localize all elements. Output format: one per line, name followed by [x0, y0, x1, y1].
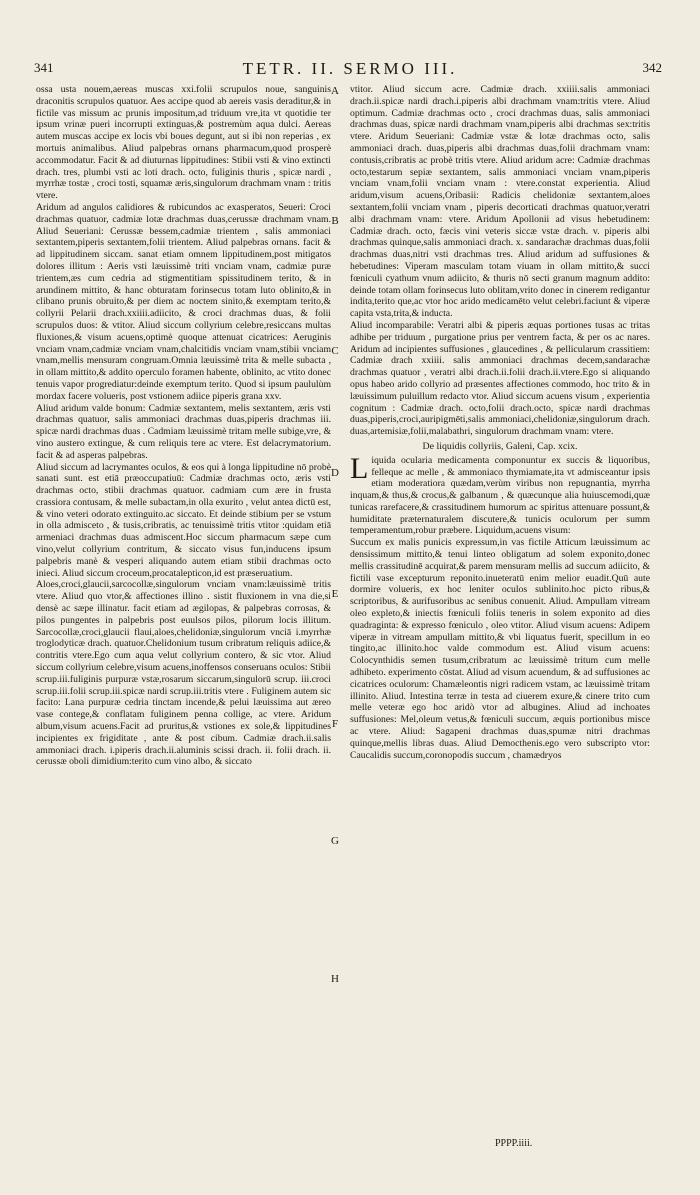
margin-letter-h: H — [331, 973, 339, 985]
margin-letter-e: E — [331, 588, 339, 600]
left-text-column — [36, 84, 331, 768]
left-page-number: 341 — [34, 60, 54, 75]
paragraph: Aliud incomparabile: Veratri albi & piperis æquas portiones tusas ac tritas adhibe per triduum , purgatione prius per ventrem facta, & per os ac nares. Aridum ad incipientes suffusiones , glaucedines , & pellicularum crassitiem: Cadmiæ drach xxiiii. salis ammoniaci drachmas decem,sandarachæ drachmas quatuor , veratri albi drach.ii.folii drach.ii.vtere.Ego si aliquando opus habeo arido collyrio ad præsentes affectiones commodo, hoc trito & in læuissimum puluillum redacto vtor. Aliud siccum acuens visum , experientia cognitum : Cadmiæ drach. octo,folii drach.octo, spicæ nardi drachmas duas,piperis,croci,auripigmēti,salis ammoniaci,chelidoniæ,singulorum drach. duas,artemisiæ,folii,malabathri, singulorum drachmam vnam: vtere. — [350, 319, 650, 438]
paragraph: Succum ex malis punicis expressum,in vas fictile Atticum læuissimum ac densissimum mittito,& tenui linteo obligatum ad solem exponito,donec mellis crassitudinē acquirat,& parem mensuram mellis ad succum adiicito, & fictili vase excepturum reponito.inueteratū enim melior euadit.Quū aute dormire volueris, ex hoc leniter oculos sublinito.hoc picto ribus,& scriptoribus, & aurifusoribus ac senibus conuenit. Aliud. Ampullam vitream oleo expleto,& iniectis fœniculi foliis teneris in solem exponito ad dies quadraginta: & expresso fœniculo , oleo vtitor. Aliud visum acuens: Adipem viperæ in vitream ampullam mittito,& vbi liquatus fuerit, specillum in eo tingito,ac illinito.hoc valde commodum est. Aliud visum acuens: Colocynthidis semen tusum,cribratum ac læuissimè tritum cum melle adhibeto. experimento cōstat. Aliud ad visum acuendum, & ad suffusiones ac cicatrices oculorum: Chamæleontis nigri radicem vstam, ac læuissimè tritam illinito. Aliud. Intestina terræ in testa ad ciuerem exure,& cinere trito cum melle veteræ ego hoc aridò vtor ad albugines. Aliud ad inchoates suffusiones: Mel,oleum vetus,& fœniculi succum, æquis portionibus misce ac vtere. Aliud: Sagapeni drachmas duas,spumæ nitri drachmas quinque,mellis libras duas. Aliud Democthenis.ego vero subscripto vtor: Caucalidis succum,coronopodis succum , chamædryos — [350, 537, 650, 761]
paragraph-text: iquida ocularia medicamenta componuntur ex succis & liquoribus, felleque ac melle , & ammoniaco thymiamate,ita vt admisceantur ipsis etiam moderatiora quædam,verùm viribus non repugnantia, myrrha inquam,& thus,& crocus,& galbanum , & quæcunque alia huiuscemodi,quæ tunicas rarefacere,& crassitudinem humorum ac spiritus attenuare possunt,& humiditate præternaturalem discutere,& tunicis oculorum per summ temperamentum,robur præbere. Liquidum,acuens visum: — [350, 454, 650, 537]
margin-letter-c: C — [331, 345, 339, 357]
paragraph: Aridum ad angulos calidiores & rubicundos ac exasperatos, Seueri: Croci drachmas quatuor, cadmiæ lotæ drachmas duas,cerussæ drachmam vnam. Aliud Seueriani: Cerussæ bessem,cadmiæ trientem , salis ammoniaci sextantem,piperis sextantem,folii trientem. Aliud palpebras ornans. facit & ad lippitudinem siccam. sanat etiam omnem lippitudinem,post mitigatos dolores illitum : Aeris vsti læuissimè triti vnciam vnam, cadmiæ puræ trientem,æs cum cedria ad stigmentitiam spissitudinem terito, & in arundinem mittito, & hanc obturatam forinsecus totam luto oblinito,& in clibano prunis obruito,& per diem ac noctem sinito,& exemptam terito,& collyrii Pelarii drach.xxiiii.adiicito, & croci drachmas duas, & folii scrupulos duos: & vtitor. Aliud siccum collyrium celebre,resiccans multas fluxiones,& visum acuens,optimè quoque attenuat cicatrices: Aeruginis vnciam vnam,cadmiæ vnciam vnam,chalcitidis vnciam vnam,stibii vnciam vnam,mellis mensuram congruam.Omnia læuissimè trita & melle subacta , in ollam mittito,& addito operculo foramen habente, oblinito, ac vtito donec tenuis vapor progrediatur:deinde exemptum terito. Quod si ipsum paululùm mordax facere volueris, post vstionem adiice piperis grana xxv. — [36, 201, 331, 402]
margin-letter-b: B — [331, 215, 339, 227]
right-page-number: 342 — [642, 60, 662, 75]
signature-mark: PPPP.iiii. — [495, 1138, 533, 1149]
page-header — [0, 60, 700, 80]
paragraph: vtitor. Aliud siccum acre. Cadmiæ drach. xxiiii.salis ammoniaci drach.ii.spicæ nardi drach.i.piperis albi drachmam vnam:tritis vtere. Aliud optimum. Cadmiæ drachmas octo , croci drachmas duas, salis ammoniaci drachmas duas, spicæ nardi drachmam vnam,piperis albi drachmas sex:tritis vtere. Aridum Seueriani: Cadmiæ vstæ & lotæ drachmas octo, salis ammoniaci drach. duas,piperis albi drachmas duas,folii drachmam vnam: contusis,cribratis ac probè tritis vtere. Aliud aridum acre: Cadmiæ drachmas octo,testarum sepiæ sextantem, salis ammoniaci vnciam vnam,piperis vnciam vnam,folii vnciam vnam : vtere.constat experientia. Aliud aridum,visum acuens,Oribasii: Radicis chelidoniæ sextantem,aloes sextantem,folii vnciam vnam , piperis decorticati drachmas quatuor,veratri albi drachmam vnam: vtere. Aridum Apollonii ad visus hebetudinem: Cadmiæ drach. octo, fæcis vini veteris siccæ vstæ drach. v. piperis albi drachmas quinque,salis ammoniaci drach. x. sandarachæ drachmas duas,folii drachmas duas,nitri vsti drachmas tres. Aliud aridum ad suffusiones & hebetudines: Viperam masculam totam viuam in ollam mittito,& succi fœniculi cyathum vnum adiicito, & thuris nō secti granum magnum addito: deinde totam ollam forinsecus luto oblitam,vrito donec in cinerem redigantur indita,terito que,ac vtor hoc arido medicamēto velut celebri.faciunt & viperæ capita vsta,trita,& inducta. — [350, 84, 650, 320]
paragraph: Aliud siccum ad lacrymantes oculos, & eos qui à longa lippitudine nō probè sanati sunt. est etiā præoccupatiuū: Cadmiæ drachmas octo, æris vsti drachmas octo, stibii drachmas quatuor. cadmiam cum ære in frusta crassiora contusam, & melle subactam,in olla exurito , velut antea dictū est, & vino veteri odorato extinguito.ac siccato. Et deinde stibium per se vstum in olla admisceto , & tusis,cribratis, ac tenuissimè tritis vtitor :quidam etiā armeniaci drachmas duas admiscent.Hoc siccum pharmacum sæpe cum vino,velut collyrium contritum, & siccato visus fun,inducens ipsum palpebris manè & vesperi aliquando autem etiam stibii drachmas octo inieci. Aliud siccum croceum,procatalepticon,id est præseruatium. — [36, 461, 331, 579]
paragraph: Aloes,croci,glaucii,sarcocollæ,singulorum vnciam vnam:læuissimè tritis vtere. Aliud quo vtor,& affectiones illino . sistit fluxionem in vna die,si densè ac sæpe illinatur. facit etiam ad ægilopas, & palpebras corrosas, & pilos pungentes in palpebris post euulsos pilos, pilorum locis illitum. Sarcocollæ,croci,glaucii flaui,aloes,chelidoniæ,singulorum vnciā i.myrrhæ troglodyticæ drach. quatuor.Chelidonium tusum cribratum reliquis adiice,& contritis vtere.Ego cum aqua velut collyrium contero, & sic vtor. Aliud siccum collyrium celebre,visum acuens,inoffensos conseruans oculos: Stibii scrup.iii.fuliginis purpuræ vstæ,rosarum siccarum,singulorū scrup. iii.croci scrup.iii.folii scrup.iii.spicæ nardi scrup.iii.tritis vtere . Fuliginem autem sic facito: Lana purpuræ cedria tinctam incende,& pelui læuissima aut æreo vase contege,& conflatam fuliginem penna collige, ac vtere. Aridum album,visum acuens.Facit ad pruritus,& vstiones ex sole,& lippitudines incipientes ex frigiditate , ante & post cibum. Cadmiæ drach.ii.salis ammoniaci drach. i.piperis drach.ii.aluminis scissi drach. ii. folii drach. ii. cerussæ oboli dimidium:terito cum vino albo, & siccato — [36, 579, 331, 768]
margin-letter-a: A — [331, 85, 339, 97]
paragraph: ossa usta nouem,aereas muscas xxi.folii scrupulos noue, sanguinis draconitis scrupulos quatuor. Aes accipe quod ab aereis vasis deraditur,& in fictile vas missum ac prunis impositum,ad triduum vre,ita vt quotidie ter ipsum vrinæ pueri incorrupti extinguas,& postremùm aqua dulci. Aereas autem muscas accipe ex locis vbi boues degunt, aut si ibi non reperias , ex mortuis animalibus. Aliud palpebras ornans pharmacum,quod prosperè accommodatur. Facit & ad diuturnas lippitudines: Stibii vsti & vino extincti drach. tres, plumbi vsti ac loti drach. octo, fuliginis thuris , spicæ nardi , myrrhæ tostæ , croci tosti, squamæ æris,singulorum drachmam vnam : tritis vtere. — [36, 84, 331, 202]
margin-letter-f: F — [331, 718, 339, 730]
margin-letter-g: G — [331, 835, 339, 847]
margin-letter-d: D — [331, 467, 339, 479]
right-text-column — [350, 84, 650, 761]
chapter-heading: De liquidis collyriis, Galeni, Cap. xcix. — [422, 440, 578, 452]
drop-cap-initial: L — [350, 451, 369, 485]
paragraph-with-initial — [350, 451, 650, 538]
running-title: TETR. II. SERMO III. — [242, 59, 458, 78]
paragraph: Aliud aridum valde bonum: Cadmiæ sextantem, melis sextantem, æris vsti drachmas quatuor, salis ammoniaci drachmas duas,piperis drachmas iii. spicæ nardi drachmas duas . Cadmiam læuissimè tritam melle subige,vre, & vino austero extingue, & cum reliquis tere ac vtere. Est delacrymatorium. facit & ad asperas palpebras. — [36, 402, 331, 461]
